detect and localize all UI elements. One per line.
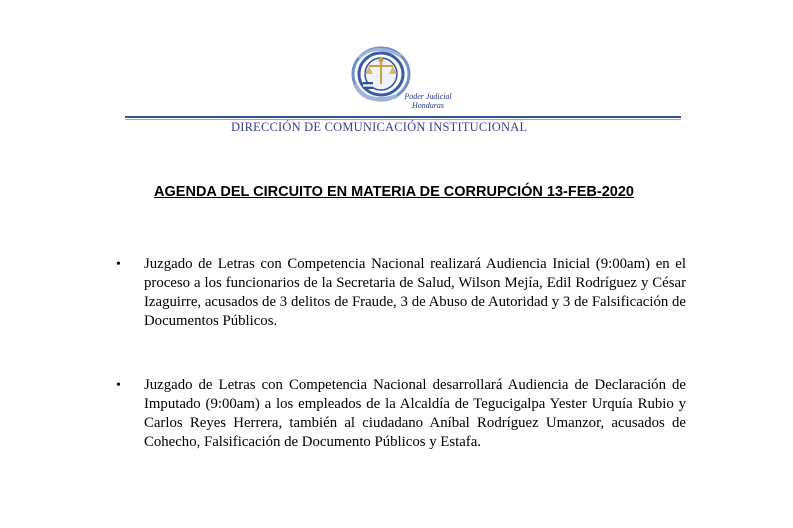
bullet-icon: •	[116, 257, 121, 272]
page-title-text: AGENDA DEL CIRCUITO EN MATERIA DE CORRUPCIÓN 13-FEB-2020	[154, 184, 634, 200]
bullet-icon: •	[116, 378, 121, 393]
department-name: DIRECCIÓN DE COMUNICACIÓN INSTITUCIONAL	[231, 120, 528, 134]
agenda-item	[116, 376, 686, 452]
organization-name	[383, 92, 473, 110]
agenda-item-text: Juzgado de Letras con Competencia Nacional realizará Audiencia Inicial (9:00am) en el proceso a los funcionarios de la Secretaria de Salud, Wilson Mejía, Edil Rodríguez y César Izaguirre, acusados de 3 delitos de Fraude, 3 de Abuso de Autoridad y 3 de Falsificación de Documentos Públicos.	[144, 256, 686, 329]
org-name-line-1: Poder Judicial	[404, 92, 452, 101]
agenda-item-text: Juzgado de Letras con Competencia Nacional desarrollará Audiencia de Declaración de Imputado (9:00am) a los empleados de la Alcaldía de Tegucigalpa Yester Urquía Rubio y Carlos Reyes Herrera, también al ciudadano Aníbal Rodríguez Umanzor, acusados de Cohecho, Falsificación de Documento Públicos y Estafa.	[144, 377, 686, 450]
org-name-line-2: Honduras	[411, 101, 444, 110]
agenda-item	[116, 255, 686, 331]
page-title	[0, 184, 793, 200]
header-rule-blue	[125, 116, 681, 118]
